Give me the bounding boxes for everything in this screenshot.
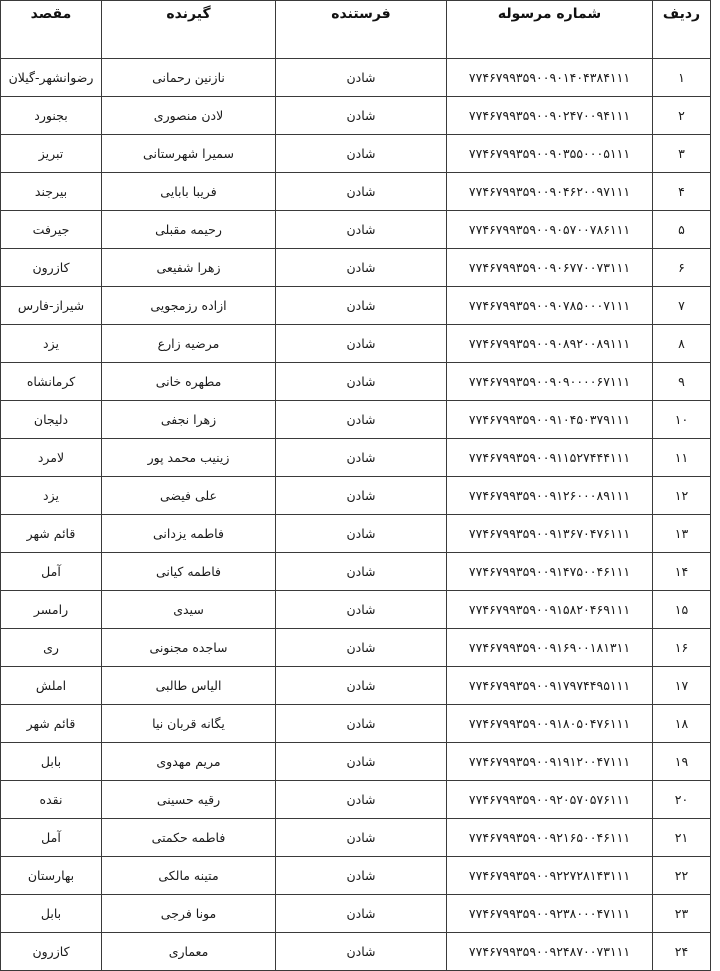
row-number-cell: ۲۰ xyxy=(653,781,711,819)
receiver-cell: مونا فرجی xyxy=(102,895,276,933)
receiver-cell: فریبا بابایی xyxy=(102,173,276,211)
row-number-cell: ۳ xyxy=(653,135,711,173)
sender-cell: شادن xyxy=(276,59,447,97)
receiver-cell: ساجده مجنونی xyxy=(102,629,276,667)
table-row xyxy=(1,781,711,819)
header-tracking-number: شماره مرسوله xyxy=(447,1,653,59)
tracking-number-cell: ۷۷۴۶۷۹۹۳۵۹۰۰۹۱۸۰۵۰۴۷۶۱۱۱ xyxy=(447,705,653,743)
row-number-cell: ۱۳ xyxy=(653,515,711,553)
sender-cell: شادن xyxy=(276,135,447,173)
destination-cell: نقده xyxy=(1,781,102,819)
header-receiver: گیرنده xyxy=(102,1,276,59)
destination-cell: قائم شهر xyxy=(1,515,102,553)
receiver-cell: رقیه حسینی xyxy=(102,781,276,819)
table-row xyxy=(1,933,711,971)
tracking-number-cell: ۷۷۴۶۷۹۹۳۵۹۰۰۹۲۰۵۷۰۵۷۶۱۱۱ xyxy=(447,781,653,819)
sender-cell: شادن xyxy=(276,249,447,287)
destination-cell: رضوانشهر-گیلان xyxy=(1,59,102,97)
table-row xyxy=(1,59,711,97)
tracking-number-cell: ۷۷۴۶۷۹۹۳۵۹۰۰۹۱۰۴۵۰۳۷۹۱۱۱ xyxy=(447,401,653,439)
sender-cell: شادن xyxy=(276,895,447,933)
table-row xyxy=(1,211,711,249)
table-row xyxy=(1,287,711,325)
table-row xyxy=(1,705,711,743)
header-row xyxy=(1,1,711,59)
table-row xyxy=(1,857,711,895)
table-row xyxy=(1,401,711,439)
table-row xyxy=(1,97,711,135)
row-number-cell: ۲ xyxy=(653,97,711,135)
receiver-cell: ازاده رزمجویی xyxy=(102,287,276,325)
receiver-cell: لادن منصوری xyxy=(102,97,276,135)
receiver-cell: زهرا شفیعی xyxy=(102,249,276,287)
tracking-number-cell: ۷۷۴۶۷۹۹۳۵۹۰۰۹۱۱۵۲۷۴۴۴۱۱۱ xyxy=(447,439,653,477)
receiver-cell: زهرا نجفی xyxy=(102,401,276,439)
row-number-cell: ۱ xyxy=(653,59,711,97)
table-row xyxy=(1,249,711,287)
receiver-cell: یگانه قربان نیا xyxy=(102,705,276,743)
table-row xyxy=(1,629,711,667)
sender-cell: شادن xyxy=(276,629,447,667)
destination-cell: قائم شهر xyxy=(1,705,102,743)
sender-cell: شادن xyxy=(276,287,447,325)
receiver-cell: سمیرا شهرستانی xyxy=(102,135,276,173)
receiver-cell: الیاس طالبی xyxy=(102,667,276,705)
destination-cell: دلیجان xyxy=(1,401,102,439)
receiver-cell: فاطمه حکمتی xyxy=(102,819,276,857)
tracking-number-cell: ۷۷۴۶۷۹۹۳۵۹۰۰۹۲۳۸۰۰۰۴۷۱۱۱ xyxy=(447,895,653,933)
row-number-cell: ۴ xyxy=(653,173,711,211)
receiver-cell: متینه مالکی xyxy=(102,857,276,895)
row-number-cell: ۱۷ xyxy=(653,667,711,705)
destination-cell: کرمانشاه xyxy=(1,363,102,401)
tracking-number-cell: ۷۷۴۶۷۹۹۳۵۹۰۰۹۱۶۹۰۰۱۸۱۳۱۱ xyxy=(447,629,653,667)
tracking-number-cell: ۷۷۴۶۷۹۹۳۵۹۰۰۹۰۴۶۲۰۰۹۷۱۱۱ xyxy=(447,173,653,211)
table-body xyxy=(1,59,711,971)
receiver-cell: زینیب محمد پور xyxy=(102,439,276,477)
destination-cell: جیرفت xyxy=(1,211,102,249)
table-row xyxy=(1,743,711,781)
destination-cell: بابل xyxy=(1,743,102,781)
tracking-number-cell: ۷۷۴۶۷۹۹۳۵۹۰۰۹۰۲۴۷۰۰۹۴۱۱۱ xyxy=(447,97,653,135)
sender-cell: شادن xyxy=(276,591,447,629)
sender-cell: شادن xyxy=(276,667,447,705)
table-row xyxy=(1,173,711,211)
sender-cell: شادن xyxy=(276,553,447,591)
destination-cell: بجنورد xyxy=(1,97,102,135)
sender-cell: شادن xyxy=(276,781,447,819)
destination-cell: بابل xyxy=(1,895,102,933)
row-number-cell: ۱۱ xyxy=(653,439,711,477)
destination-cell: رامسر xyxy=(1,591,102,629)
table-row xyxy=(1,591,711,629)
row-number-cell: ۲۳ xyxy=(653,895,711,933)
destination-cell: یزد xyxy=(1,325,102,363)
tracking-number-cell: ۷۷۴۶۷۹۹۳۵۹۰۰۹۱۵۸۲۰۴۶۹۱۱۱ xyxy=(447,591,653,629)
sender-cell: شادن xyxy=(276,173,447,211)
sender-cell: شادن xyxy=(276,97,447,135)
tracking-number-cell: ۷۷۴۶۷۹۹۳۵۹۰۰۹۱۷۹۷۴۴۹۵۱۱۱ xyxy=(447,667,653,705)
row-number-cell: ۹ xyxy=(653,363,711,401)
tracking-number-cell: ۷۷۴۶۷۹۹۳۵۹۰۰۹۱۲۶۰۰۰۸۹۱۱۱ xyxy=(447,477,653,515)
table-row xyxy=(1,895,711,933)
sender-cell: شادن xyxy=(276,477,447,515)
sender-cell: شادن xyxy=(276,857,447,895)
tracking-number-cell: ۷۷۴۶۷۹۹۳۵۹۰۰۹۱۹۱۲۰۰۴۷۱۱۱ xyxy=(447,743,653,781)
sender-cell: شادن xyxy=(276,325,447,363)
tracking-number-cell: ۷۷۴۶۷۹۹۳۵۹۰۰۹۰۳۵۵۰۰۰۵۱۱۱ xyxy=(447,135,653,173)
sender-cell: شادن xyxy=(276,705,447,743)
tracking-number-cell: ۷۷۴۶۷۹۹۳۵۹۰۰۹۲۴۸۷۰۰۷۳۱۱۱ xyxy=(447,933,653,971)
sender-cell: شادن xyxy=(276,439,447,477)
row-number-cell: ۱۶ xyxy=(653,629,711,667)
destination-cell: لامرد xyxy=(1,439,102,477)
sender-cell: شادن xyxy=(276,933,447,971)
row-number-cell: ۱۴ xyxy=(653,553,711,591)
sender-cell: شادن xyxy=(276,743,447,781)
sender-cell: شادن xyxy=(276,819,447,857)
table-row xyxy=(1,135,711,173)
row-number-cell: ۱۵ xyxy=(653,591,711,629)
row-number-cell: ۲۱ xyxy=(653,819,711,857)
row-number-cell: ۱۲ xyxy=(653,477,711,515)
row-number-cell: ۷ xyxy=(653,287,711,325)
sender-cell: شادن xyxy=(276,515,447,553)
header-destination: مقصد xyxy=(1,1,102,59)
tracking-number-cell: ۷۷۴۶۷۹۹۳۵۹۰۰۹۰۸۹۲۰۰۸۹۱۱۱ xyxy=(447,325,653,363)
receiver-cell: فاطمه یزدانی xyxy=(102,515,276,553)
table-row xyxy=(1,439,711,477)
sender-cell: شادن xyxy=(276,363,447,401)
row-number-cell: ۱۹ xyxy=(653,743,711,781)
table-row xyxy=(1,515,711,553)
header-sender: فرستنده xyxy=(276,1,447,59)
tracking-number-cell: ۷۷۴۶۷۹۹۳۵۹۰۰۹۰۹۰۰۰۰۶۷۱۱۱ xyxy=(447,363,653,401)
row-number-cell: ۵ xyxy=(653,211,711,249)
destination-cell: کازرون xyxy=(1,933,102,971)
sender-cell: شادن xyxy=(276,401,447,439)
destination-cell: بهارستان xyxy=(1,857,102,895)
tracking-number-cell: ۷۷۴۶۷۹۹۳۵۹۰۰۹۰۶۷۷۰۰۷۳۱۱۱ xyxy=(447,249,653,287)
tracking-number-cell: ۷۷۴۶۷۹۹۳۵۹۰۰۹۰۵۷۰۰۷۸۶۱۱۱ xyxy=(447,211,653,249)
sender-cell: شادن xyxy=(276,211,447,249)
tracking-number-cell: ۷۷۴۶۷۹۹۳۵۹۰۰۹۲۱۶۵۰۰۴۶۱۱۱ xyxy=(447,819,653,857)
destination-cell: آمل xyxy=(1,553,102,591)
table-row xyxy=(1,667,711,705)
receiver-cell: مطهره خانی xyxy=(102,363,276,401)
receiver-cell: معماری xyxy=(102,933,276,971)
tracking-number-cell: ۷۷۴۶۷۹۹۳۵۹۰۰۹۰۷۸۵۰۰۰۷۱۱۱ xyxy=(447,287,653,325)
destination-cell: آمل xyxy=(1,819,102,857)
receiver-cell: مریم مهدوی xyxy=(102,743,276,781)
table-header xyxy=(1,1,711,59)
tracking-number-cell: ۷۷۴۶۷۹۹۳۵۹۰۰۹۲۲۷۲۸۱۴۳۱۱۱ xyxy=(447,857,653,895)
tracking-number-cell: ۷۷۴۶۷۹۹۳۵۹۰۰۹۱۳۶۷۰۴۷۶۱۱۱ xyxy=(447,515,653,553)
table-row xyxy=(1,819,711,857)
destination-cell: ری xyxy=(1,629,102,667)
tracking-number-cell: ۷۷۴۶۷۹۹۳۵۹۰۰۹۰۱۴۰۴۳۸۴۱۱۱ xyxy=(447,59,653,97)
header-row-number: ردیف xyxy=(653,1,711,59)
row-number-cell: ۸ xyxy=(653,325,711,363)
destination-cell: تبریز xyxy=(1,135,102,173)
table-row xyxy=(1,325,711,363)
receiver-cell: مرضیه زارع xyxy=(102,325,276,363)
destination-cell: شیراز-فارس xyxy=(1,287,102,325)
destination-cell: یزد xyxy=(1,477,102,515)
receiver-cell: رحیمه مقبلی xyxy=(102,211,276,249)
table-row xyxy=(1,363,711,401)
destination-cell: کازرون xyxy=(1,249,102,287)
row-number-cell: ۱۰ xyxy=(653,401,711,439)
row-number-cell: ۲۴ xyxy=(653,933,711,971)
destination-cell: بیرجند xyxy=(1,173,102,211)
receiver-cell: فاطمه کیانی xyxy=(102,553,276,591)
receiver-cell: نازنین رحمانی xyxy=(102,59,276,97)
receiver-cell: سیدی xyxy=(102,591,276,629)
row-number-cell: ۲۲ xyxy=(653,857,711,895)
receiver-cell: علی فیضی xyxy=(102,477,276,515)
tracking-number-cell: ۷۷۴۶۷۹۹۳۵۹۰۰۹۱۴۷۵۰۰۴۶۱۱۱ xyxy=(447,553,653,591)
row-number-cell: ۱۸ xyxy=(653,705,711,743)
row-number-cell: ۶ xyxy=(653,249,711,287)
table-row xyxy=(1,477,711,515)
table-row xyxy=(1,553,711,591)
destination-cell: املش xyxy=(1,667,102,705)
